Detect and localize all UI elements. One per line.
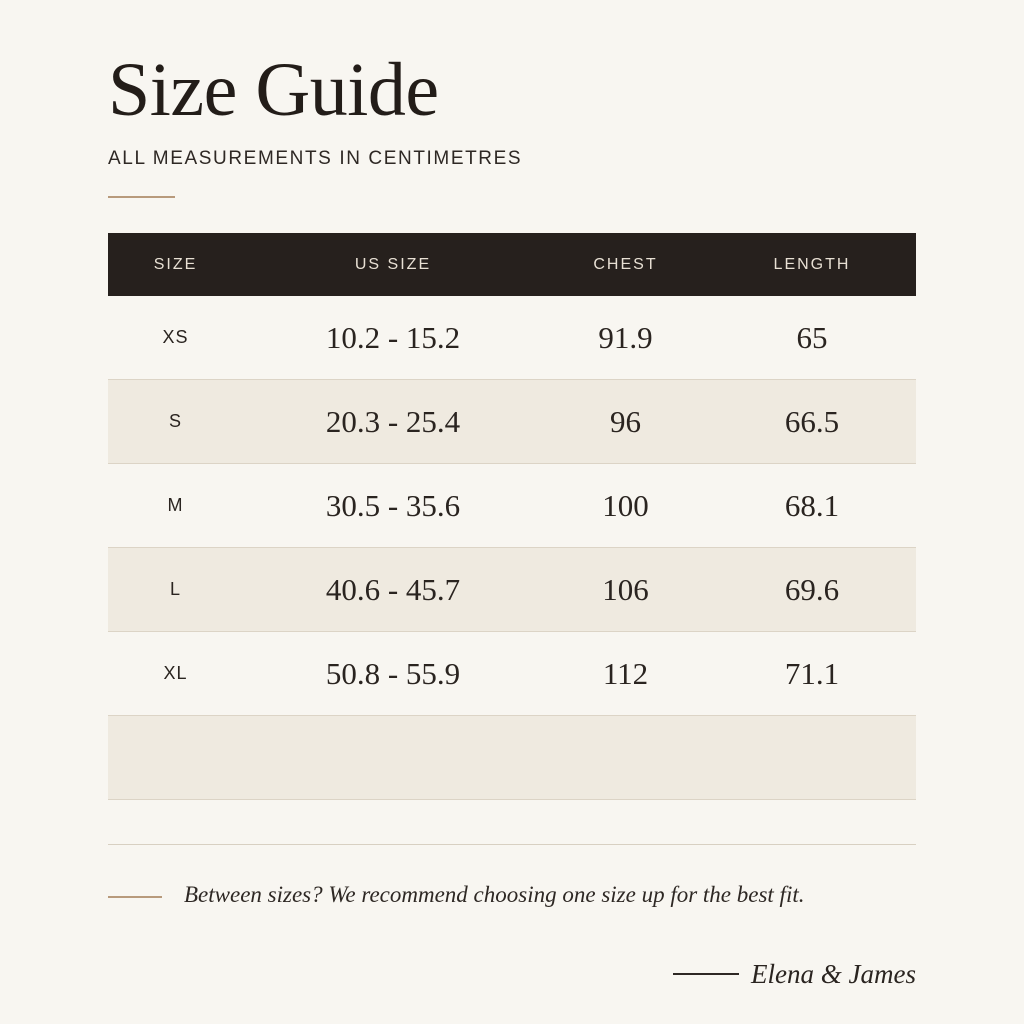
signature-text: Elena & James: [751, 959, 916, 989]
cell-size: L: [169, 579, 181, 599]
header-chest: CHEST: [593, 255, 658, 273]
measurement-unit-note: ALL MEASUREMENTS IN CENTIMETRES: [108, 148, 523, 169]
table-header: [108, 233, 916, 296]
table-row: [108, 380, 916, 464]
signature: [673, 958, 916, 990]
header-us-size: US SIZE: [354, 255, 432, 273]
cell-size: S: [168, 411, 182, 431]
cell-chest: 112: [602, 655, 649, 691]
cell-length: 69.6: [784, 571, 840, 607]
footer-divider: [108, 844, 916, 845]
cell-us-size: 30.5 - 35.6: [325, 487, 461, 523]
cell-chest: 91.9: [598, 319, 653, 355]
table-row: [108, 296, 916, 380]
accent-divider: [108, 196, 175, 198]
cell-length: 65: [796, 319, 828, 355]
table-row: [108, 464, 916, 548]
cell-chest: 96: [610, 403, 641, 439]
header-size: SIZE: [153, 255, 198, 273]
cell-us-size: 40.6 - 45.7: [325, 571, 461, 607]
cell-size: XL: [163, 663, 188, 683]
cell-size: M: [167, 495, 184, 515]
table-row-empty: [108, 716, 916, 800]
header-length: LENGTH: [773, 255, 851, 273]
table-row: [108, 632, 916, 716]
cell-us-size: 10.2 - 15.2: [325, 319, 461, 355]
note-accent-rule: [108, 896, 162, 898]
fit-recommendation-note: Between sizes? We recommend choosing one size up for the best fit.: [184, 882, 805, 907]
table-row: [108, 548, 916, 632]
cell-chest: 106: [602, 571, 649, 607]
cell-us-size: 50.8 - 55.9: [325, 655, 461, 691]
cell-length: 66.5: [784, 403, 840, 439]
cell-length: 71.1: [784, 655, 840, 691]
page-title: Size Guide: [108, 48, 439, 132]
signature-rule: [673, 973, 739, 975]
cell-length: 68.1: [784, 487, 840, 523]
size-table: [108, 233, 916, 800]
cell-us-size: 20.3 - 25.4: [325, 403, 461, 439]
cell-chest: 100: [602, 487, 649, 523]
cell-size: XS: [162, 327, 189, 347]
